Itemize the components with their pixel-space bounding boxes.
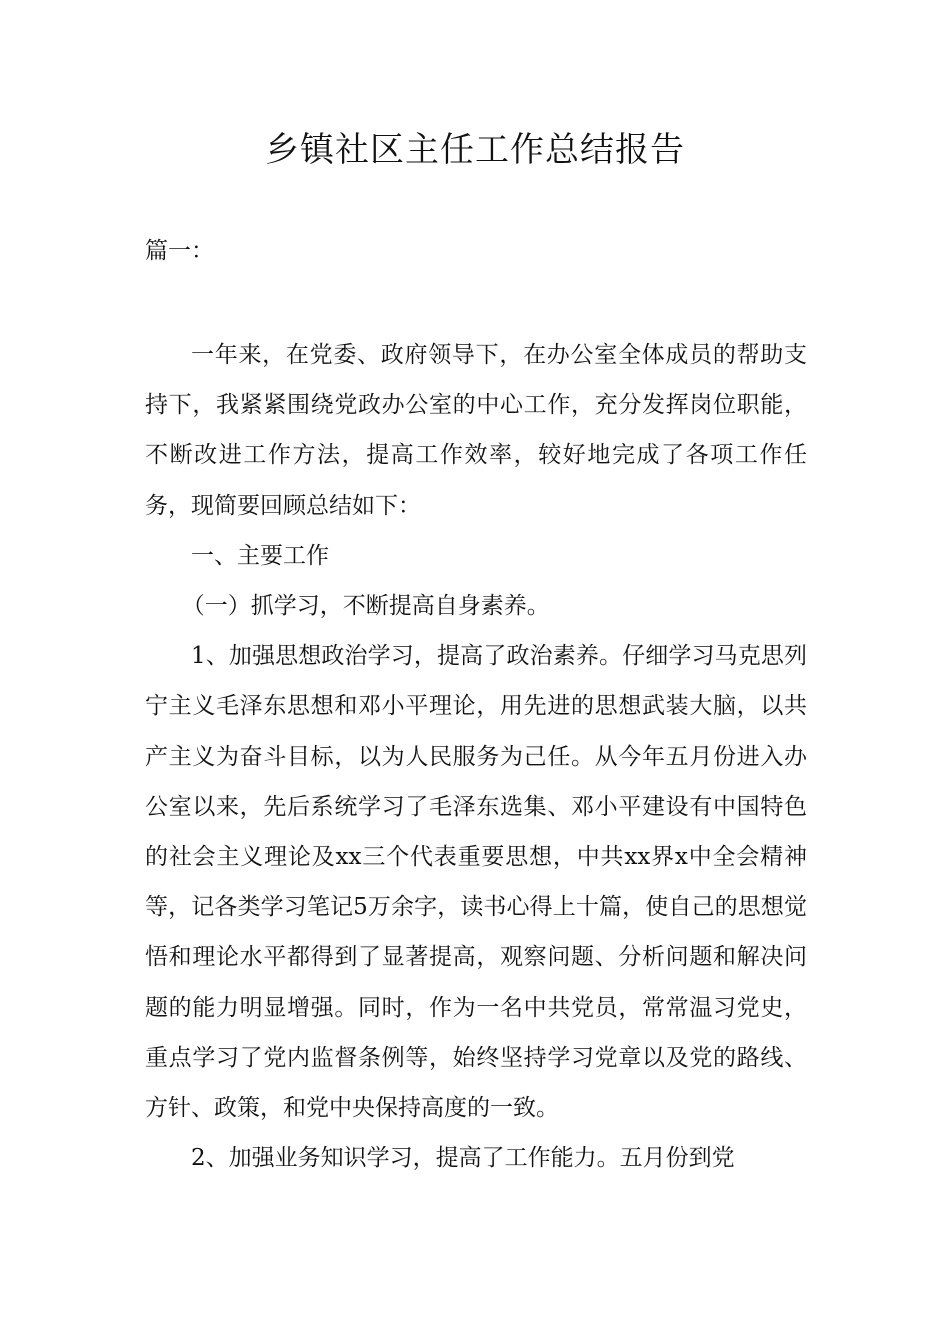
- paragraph-business-study: 2、加强业务知识学习，提高了工作能力。五月份到党: [191, 1145, 735, 1172]
- paragraph-political-study: 1、加强思想政治学习，提高了政治素养。仔细学习马克思列宁主义毛泽东思想和邓小平理论，用先进的思想武装大脑，以共产主义为奋斗目标，以为人民服务为己任。从今年五月份进入办公室以来，先后系统学习了毛泽东选集、邓小平建设有中国特色的社会主义理论及xx三个代表重要思想，中共xx界x中全会精神等，记各类学习笔记5万余字，读书心得上十篇，使自己的思想觉悟和理论水平都得到了显著提高，观察问题、分析问题和解决问题的能力明显增强。同时，作为一名中共党员，常常温习党史，重点学习了党内监督条例等，始终坚持学习党章以及党的路线、方针、政策，和党中央保持高度的一致。: [145, 643, 807, 1122]
- heading-main-work: 一、主要工作: [191, 542, 329, 569]
- subheading-study: （一）抓学习，不断提高自身素养。: [181, 593, 550, 620]
- document-body: [145, 330, 807, 1183]
- section-label: 篇一：: [145, 238, 214, 264]
- document-title: 乡镇社区主任工作总结报告: [265, 130, 685, 170]
- intro-paragraph: 一年来，在党委、政府领导下，在办公室全体成员的帮助支持下，我紧紧围绕党政办公室的中心工作，充分发挥岗位职能，不断改进工作方法，提高工作效率，较好地完成了各项工作任务，现简要回顾总结如下：: [145, 342, 807, 519]
